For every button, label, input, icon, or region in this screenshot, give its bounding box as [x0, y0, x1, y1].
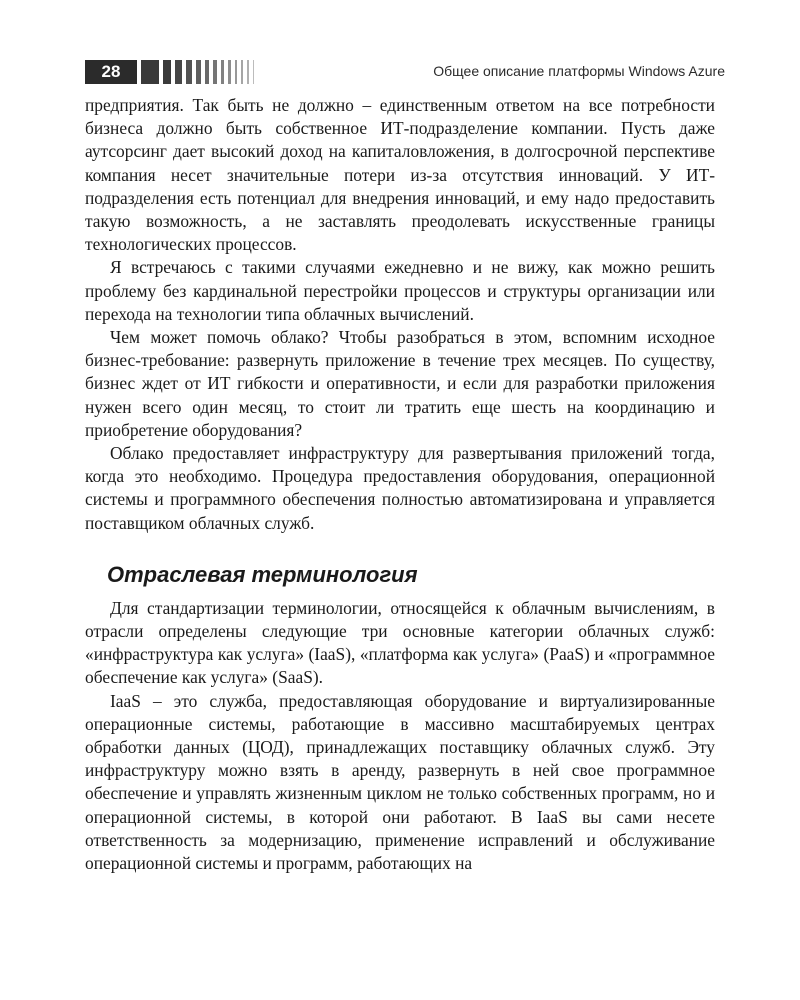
- header-bar-stripe: [221, 60, 224, 84]
- paragraph-3: Чем может помочь облако? Чтобы разобраться в этом, вспомним исходное бизнес-требование: развернуть приложение в течение трех месяцев. По существу, бизнес ждет от ИТ гибкости и оперативности, и если для разработки приложения нужен всего один месяц, то стоит ли тратить еще шесть на координацию и приобретение оборудования?: [85, 327, 715, 440]
- header-decorative-bars: [141, 60, 311, 84]
- header-bar-stripe: [205, 60, 209, 84]
- header-bar-stripe: [186, 60, 192, 84]
- header-bar-stripe: [213, 60, 217, 84]
- header-bars-graphic: [141, 60, 311, 84]
- header-bar-stripe: [253, 60, 254, 84]
- header-bar-stripe: [175, 60, 182, 84]
- paragraph-2: Я встречаюсь с такими случаями ежедневно и не вижу, как можно решить проблему без кардинальной перестройки процессов и структуры организации или перехода на технологии типа облачных вычислений.: [85, 257, 715, 324]
- paragraph-5: Для стандартизации терминологии, относящейся к облачным вычислениям, в отрасли определены следующие три основные категории облачных служб: «инфраструктура как услуга» (IaaS), «платформа как услуга» (PaaS) и «программное обеспечение как услуга» (SaaS).: [85, 597, 715, 688]
- section-heading: Отраслевая терминология: [107, 561, 418, 587]
- page-number: 28: [85, 60, 137, 84]
- header-bar-stripe: [228, 60, 231, 84]
- paragraph-1: предприятия. Так быть не должно – единственным ответом на все потребности бизнеса должно быть собственное ИТ-подразделение компании. Пусть даже аутсорсинг дает высокий доход на капиталовложения, в долгосрочной перспективе компания несет значительные потери из-за отсутствия инноваций. У ИТ-подразделения есть потенциал для внедрения инноваций, и ему надо предоставить такую возможность, а не заставлять преодолевать искусственные границы технологических процессов.: [85, 95, 715, 255]
- paragraph-4: Облако предоставляет инфраструктуру для развертывания приложений тогда, когда это необходимо. Процедура предоставления оборудования, операционной системы и программного обеспечения полностью автоматизирована и управляется поставщиком облачных служб.: [85, 443, 715, 533]
- header-bar-stripe: [247, 60, 249, 84]
- header-bar-stripe: [163, 60, 171, 84]
- running-title: Общее описание платформы Windows Azure: [433, 63, 725, 79]
- running-header: [85, 60, 725, 84]
- header-bar-stripe: [241, 60, 243, 84]
- header-bar-stripe: [235, 60, 237, 84]
- paragraph-6: IaaS – это служба, предоставляющая оборудование и виртуализированные операционные системы, работающие в массивно масштабируемых центрах обработки данных (ЦОД), принадлежащих поставщику облачных служб. Эту инфраструктуру можно взять в аренду, развернуть в ней свое программное обеспечение и управлять жизненным циклом не только собственных программ, но и операционной системы, в которой они работают. В IaaS вы сами несете ответственность за модернизацию, применение исправлений и обслуживание операционной системы и программ, работающих на: [85, 690, 715, 874]
- page-body: [85, 94, 715, 875]
- header-bar-stripe: [196, 60, 201, 84]
- header-bar-solid: [141, 60, 159, 84]
